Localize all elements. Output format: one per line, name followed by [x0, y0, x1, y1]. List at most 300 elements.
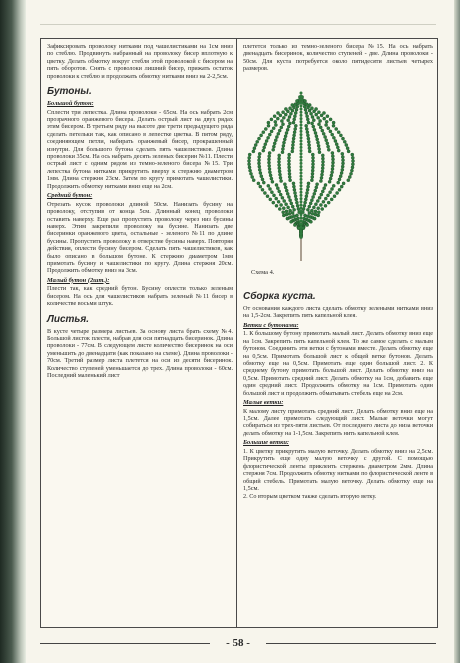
- leaf-bead: [308, 143, 311, 146]
- leaf-bead: [319, 119, 322, 122]
- leaf-bead: [323, 117, 326, 120]
- leaf-bead: [284, 113, 287, 116]
- leaf-beads: [247, 92, 354, 262]
- leaf-bead: [303, 99, 306, 102]
- leaf-axis-bead: [300, 108, 303, 111]
- footer-rule-left: [40, 643, 210, 644]
- leaf-bead: [289, 209, 292, 212]
- leaf-bead: [266, 195, 269, 198]
- leaf-bead: [328, 180, 331, 183]
- leaf-bead: [317, 211, 320, 214]
- small-bud-label: Малый бутон (2шт.):: [47, 276, 110, 284]
- leaf-bead: [268, 151, 271, 154]
- leaf-bead: [292, 121, 295, 124]
- leaf-bead: [318, 196, 321, 199]
- beaded-leaf-scheme: [241, 87, 361, 265]
- leaf-bead: [310, 112, 313, 115]
- leaf-bead: [268, 133, 271, 136]
- leaf-bead: [273, 115, 276, 118]
- leaf-axis-bead: [300, 226, 303, 229]
- leaf-bead: [287, 206, 290, 209]
- leaf-axis-bead: [300, 197, 303, 200]
- leaf-axis-bead: [300, 140, 303, 143]
- leaf-axis-bead: [300, 117, 303, 120]
- leaf-bead: [282, 207, 285, 210]
- leaf-bead: [311, 153, 314, 156]
- leaf-bead: [281, 196, 284, 199]
- big-bud-text: Сплести три лепестка. Длина проволоки - 65см. На ось набрать 2см прозрачного оранжевого бисера. Делать острый лист на двух рядах этим бисером. В третьем ряду на высоте две трети предыдущего ряда сделать петельки так, как описано в лепестке цветка. В пятом ряду, соединяющем петли, набирать оранжевый бисер, прокрашенный изнутри. Для большого бутона сделать пять чашелистиков. Длина проволоки 35см. На ось набрать десять зеленых бисерин №11. Плести острый лист с одним рядом из темно-зеленого бисера №15. Три лепестка бутона нитками прикрутить вверху к стержню диаметром 1мм. Длина стержня 23см. Затем по кругу примотать чашелистики. Продолжить обмотку нитками вниз еще на 2см.: [47, 108, 233, 190]
- leaf-bead: [272, 201, 275, 204]
- leaf-bead: [311, 166, 314, 169]
- page-footer: [40, 636, 436, 650]
- leaf-bead: [288, 115, 291, 118]
- leaf-bead: [285, 189, 288, 192]
- leaf-bead: [311, 169, 314, 172]
- leaf-bead: [282, 144, 285, 147]
- leaf-axis-bead: [300, 95, 303, 98]
- leaf-axis-bead: [300, 236, 303, 239]
- leaf-bead: [330, 174, 333, 177]
- leaf-bead: [279, 193, 282, 196]
- leaf-bead: [253, 147, 256, 150]
- leaf-bead: [338, 178, 341, 181]
- leaf-bead: [333, 195, 336, 198]
- top-rule: [40, 24, 436, 25]
- leaf-bead: [288, 122, 291, 125]
- leaf-bead: [289, 112, 292, 115]
- leaf-bead: [321, 170, 324, 173]
- leaf-bead: [258, 155, 261, 158]
- leaf-bead: [286, 128, 289, 131]
- leaf-axis-bead: [300, 188, 303, 191]
- right-column: [236, 38, 438, 628]
- leaf-bead: [311, 163, 314, 166]
- leaf-bead: [311, 159, 314, 162]
- leaf-bead: [267, 121, 270, 124]
- leaf-axis-bead: [300, 162, 303, 165]
- leaf-bead: [347, 179, 350, 182]
- leaf-bead: [317, 116, 320, 119]
- leaf-bead: [281, 151, 284, 154]
- leaf-bead: [340, 185, 343, 188]
- leaf-bead: [315, 113, 318, 116]
- leaf-bead: [288, 172, 291, 175]
- leaf-bead: [341, 168, 344, 171]
- leaf-axis-bead: [300, 101, 303, 104]
- leaf-bead: [258, 165, 261, 168]
- leaf-bead: [351, 156, 354, 159]
- leaf-bead: [283, 138, 286, 141]
- leaf-axis-bead: [300, 111, 303, 114]
- leaf-bead: [311, 122, 314, 125]
- leaf-axis-bead: [300, 191, 303, 194]
- leaf-bead: [285, 131, 288, 134]
- leaf-bead: [318, 151, 321, 154]
- leaf-bead: [270, 177, 273, 180]
- leaf-bead: [309, 220, 312, 223]
- leaf-bead: [291, 147, 294, 150]
- leaf-bead: [339, 175, 342, 178]
- leaves-continued-text: плетется только из темно-зеленого бисера №15. На ось набрать двенадцать бисеринок, количество ступеней - две. Длина проволоки - 50см. Для куста потребуется около пятидесяти листьев четырех размеров.: [243, 43, 433, 73]
- leaf-bead: [321, 157, 324, 160]
- leaf-bead: [321, 207, 324, 210]
- leaf-bead: [305, 191, 308, 194]
- leaf-bead: [295, 99, 298, 102]
- leaf-bead: [286, 192, 289, 195]
- footer-rule-right: [266, 643, 436, 644]
- leaf-bead: [321, 160, 324, 163]
- leaf-bead: [277, 132, 280, 135]
- leaf-bead: [263, 191, 266, 194]
- leaf-bead: [278, 190, 281, 193]
- leaf-bead: [308, 147, 311, 150]
- leaf-bead: [294, 124, 297, 127]
- leaf-bead: [305, 127, 308, 130]
- leaf-bead: [252, 179, 255, 182]
- leaf-bead: [324, 183, 327, 186]
- leaf-bead: [351, 153, 354, 156]
- leaf-bead: [348, 175, 351, 178]
- leaf-bead: [284, 107, 287, 110]
- leaf-bead: [268, 155, 271, 158]
- leaf-bead: [288, 166, 291, 169]
- leaf-bead: [249, 169, 252, 172]
- leaf-bead: [341, 162, 344, 165]
- leaf-axis-bead: [300, 175, 303, 178]
- leaf-bead: [341, 159, 344, 162]
- leaf-bead: [284, 135, 287, 138]
- leaf-bead: [327, 145, 330, 148]
- small-branches-text: К малому листу примотать средний лист. Делать обмотку вниз еще на 1,5см. Далее примотать следующий лист. Малые веточки могут собираться из трех-пяти листьев. От последнего листа до низа веточки делать обмотку на 1-1,5см. Закрепить нить капельной клея.: [243, 407, 433, 437]
- leaf-bead: [280, 203, 283, 206]
- leaf-bead: [326, 194, 329, 197]
- leaf-bead: [267, 124, 270, 127]
- leaf-bead: [281, 147, 284, 150]
- leaf-bead: [278, 207, 281, 210]
- leaf-bead: [310, 179, 313, 182]
- leaf-axis-bead: [300, 98, 303, 101]
- leaf-bead: [326, 142, 329, 145]
- leaf-bead: [260, 175, 263, 178]
- leaf-bead: [283, 183, 286, 186]
- leaf-bead: [345, 143, 348, 146]
- leaf-axis-bead: [300, 232, 303, 235]
- leaf-bead: [314, 203, 317, 206]
- leaf-bead: [302, 207, 305, 210]
- leaf-bead: [351, 166, 354, 169]
- page-number: - 58 -: [226, 637, 250, 649]
- leaf-bead: [267, 184, 270, 187]
- assembly-intro: От основания каждого листа сделать обмотку зелеными нитками вниз на 1,5-2см. Закрепить пять капельной клея.: [243, 305, 433, 320]
- leaf-bead: [258, 152, 261, 155]
- leaf-bead: [278, 157, 281, 160]
- leaf-bead: [308, 211, 311, 214]
- leaf-bead: [262, 131, 265, 134]
- leaf-bead: [289, 199, 292, 202]
- leaf-bead: [331, 167, 334, 170]
- leaf-axis-bead: [300, 194, 303, 197]
- leaf-bead: [325, 139, 328, 142]
- leaf-bead: [337, 131, 340, 134]
- leaf-bead: [248, 163, 251, 166]
- leaf-bead: [288, 175, 291, 178]
- leaf-bead: [286, 217, 289, 220]
- leaf-bead: [248, 166, 251, 169]
- leaf-bead: [351, 163, 354, 166]
- leaf-bead: [310, 107, 313, 110]
- leaf-axis-bead: [300, 146, 303, 149]
- leaf-axis-bead: [300, 200, 303, 203]
- leaf-bead: [282, 214, 285, 217]
- leaf-bead: [294, 127, 297, 130]
- leaf-axis-bead: [300, 156, 303, 159]
- leaf-bead: [312, 119, 315, 122]
- leaf-bead: [327, 127, 330, 130]
- leaf-bead: [292, 137, 295, 140]
- leaf-bead: [315, 186, 318, 189]
- leaf-bead: [276, 117, 279, 120]
- leaf-axis-bead: [300, 120, 303, 123]
- leaf-bead: [257, 182, 260, 185]
- leaf-bead: [287, 163, 290, 166]
- leaf-bead: [258, 168, 261, 171]
- leaf-bead: [268, 167, 271, 170]
- leaf-bead: [331, 133, 334, 136]
- leaf-bead: [252, 150, 255, 153]
- leaf-bead: [271, 180, 274, 183]
- leaf-bead: [291, 205, 294, 208]
- book-binding: [0, 0, 26, 663]
- leaf-bead: [346, 147, 349, 150]
- page-edge: [454, 0, 460, 663]
- leaf-bead: [317, 207, 320, 210]
- leaf-bead: [305, 124, 308, 127]
- leaf-bead: [320, 176, 323, 179]
- leaf-bead: [295, 108, 298, 111]
- leaf-axis-bead: [300, 220, 303, 223]
- leaf-bead: [291, 211, 294, 214]
- leaf-bead: [303, 214, 306, 217]
- leaf-bead: [307, 140, 310, 143]
- leaf-axis-bead: [300, 159, 303, 162]
- leaf-bead: [336, 146, 339, 149]
- leaf-bead: [285, 210, 288, 213]
- leaf-axis-bead: [300, 133, 303, 136]
- leaf-bead: [317, 111, 320, 114]
- leaf-bead: [279, 176, 282, 179]
- leaf-bead: [320, 173, 323, 176]
- leaf-bead: [264, 127, 267, 130]
- leaf-bead: [320, 193, 323, 196]
- leaf-bead: [305, 111, 308, 114]
- leaf-bead: [287, 119, 290, 122]
- leaf-bead: [337, 181, 340, 184]
- leaf-bead: [332, 124, 335, 127]
- leaf-bead: [320, 114, 323, 117]
- leaf-bead: [306, 131, 309, 134]
- leaf-bead: [316, 199, 319, 202]
- leaf-bead: [293, 191, 296, 194]
- leaf-bead: [260, 134, 263, 137]
- leaf-axis-bead: [300, 114, 303, 117]
- leaf-bead: [314, 131, 317, 134]
- leaf-bead: [275, 197, 278, 200]
- leaf-bead: [267, 161, 270, 164]
- leaf-bead: [275, 204, 278, 207]
- leaf-bead: [337, 149, 340, 152]
- leaf-bead: [293, 223, 296, 226]
- leaf-bead: [257, 162, 260, 165]
- leaf-bead: [294, 195, 297, 198]
- leaf-bead: [321, 163, 324, 166]
- leaf-bead: [268, 187, 271, 190]
- leaf-bead: [278, 163, 281, 166]
- big-branches-text-2: 2. Со вторым цветком также сделать вторую ветку.: [243, 493, 377, 501]
- leaf-bead: [278, 170, 281, 173]
- leaf-bead: [305, 103, 308, 106]
- leaf-axis-bead: [300, 181, 303, 184]
- leaf-bead: [307, 137, 310, 140]
- leaf-bead: [278, 173, 281, 176]
- leaf-bead: [315, 135, 318, 138]
- branches-with-buds-text: 1. К большому бутону примотать малый лист. Делать обмотку вниз еще на 1см. Закрепить пять капельной клея. То же самое сделать с малым бутоном. Соединить эти ветки с бутонами вместе. Делать обмотку еще на 0,5см. Примотать большой лист к общей ветке бутонов. Делать обмотку еще на 0,5см. Примотать еще один большой лист. 2. К среднему бутону примотать большой лист. Делать обмотку вниз на 0,5см. Примотать средний лист. Делать обмотку на 1см, добавить еще один средний лист. Продолжить обмотку на 1см. Примотать один большой лист и продолжить обматывать стебель еще на 2см.: [243, 330, 433, 397]
- leaf-bead: [313, 217, 316, 220]
- leaf-bead: [287, 195, 290, 198]
- leaf-bead: [309, 202, 312, 205]
- leaf-bead: [273, 142, 276, 145]
- leaf-bead: [327, 201, 330, 204]
- leaf-bead: [322, 200, 325, 203]
- leaf-bead: [335, 127, 338, 130]
- leaf-axis-bead: [300, 223, 303, 226]
- leaf-bead: [294, 111, 297, 114]
- leaf-bead: [316, 183, 319, 186]
- leaf-bead: [338, 188, 341, 191]
- leaf-bead: [329, 130, 332, 133]
- leaf-bead: [272, 148, 275, 151]
- leaf-bead: [304, 201, 307, 204]
- leaf-axis-bead: [300, 213, 303, 216]
- leaf-bead: [311, 115, 314, 118]
- leaf-bead: [307, 185, 310, 188]
- leaf-bead: [341, 155, 344, 158]
- leaf-bead: [331, 151, 334, 154]
- small-bud-text: Плести так, как средний бутон. Бусину оплести только зеленым бисером. На ось для чашелистиков набрать зеленый №11 бисер в количестве восьми штук.: [47, 285, 233, 308]
- leaf-bead: [311, 172, 314, 175]
- leaf-bead: [262, 181, 265, 184]
- leaf-bead: [317, 123, 320, 126]
- leaf-bead: [350, 169, 353, 172]
- section-heading-assembly: Сборка куста.: [243, 291, 316, 302]
- leaf-bead: [330, 187, 333, 190]
- leaf-bead: [263, 146, 266, 149]
- leaf-bead: [259, 171, 262, 174]
- leaf-bead: [293, 134, 296, 137]
- leaf-axis-bead: [300, 104, 303, 107]
- leaf-bead: [307, 121, 310, 124]
- leaf-bead: [288, 169, 291, 172]
- leaf-bead: [326, 115, 329, 118]
- leaf-bead: [342, 182, 345, 185]
- leaf-axis-bead: [300, 207, 303, 210]
- leaf-bead: [341, 165, 344, 168]
- leaf-bead: [331, 155, 334, 158]
- leaf-bead: [306, 115, 309, 118]
- leaves-text: В кусте четыре размера листьев. За основу листа брать схему №4. Большой лисгок плести, набрав для оси пятнадцать бисеринок. Длина проволоки - 77см. В следующем листе количество бисеринок на оси уменьшить до двенадцати (как показано на схеме). Длина проволоки - 70см. Третий размер листа плетется на оси из десяти бисеринок. Количество ступеней уменьшается до трех. Длина проволоки - 60см. Последний маленький лист: [47, 327, 233, 379]
- leaf-axis-bead: [300, 92, 303, 95]
- leaf-bead: [303, 204, 306, 207]
- leaf-axis-bead: [300, 152, 303, 155]
- leaf-bead: [321, 167, 324, 170]
- leaf-bead: [306, 223, 309, 226]
- leaf-bead: [269, 174, 272, 177]
- leaf-bead: [297, 207, 300, 210]
- leaf-bead: [317, 214, 320, 217]
- leaf-bead: [335, 143, 338, 146]
- leaf-axis-bead: [300, 210, 303, 213]
- leaf-bead: [293, 188, 296, 191]
- leaf-bead: [315, 107, 318, 110]
- leaf-bead: [282, 211, 285, 214]
- leaf-bead: [292, 182, 295, 185]
- leaf-bead: [278, 167, 281, 170]
- leaf-bead: [306, 118, 309, 121]
- leaf-bead: [291, 143, 294, 146]
- leaf-bead: [270, 118, 273, 121]
- leaf-bead: [332, 136, 335, 139]
- leaf-bead: [268, 164, 271, 167]
- leaf-bead: [325, 123, 328, 126]
- leaf-bead: [276, 111, 279, 114]
- leaf-bead: [278, 154, 281, 157]
- leaf-bead: [340, 171, 343, 174]
- leaf-bead: [331, 161, 334, 164]
- scheme-caption: Схема 4.: [251, 269, 275, 276]
- leaf-bead: [280, 179, 283, 182]
- leaf-bead: [318, 147, 321, 150]
- leaf-bead: [293, 118, 296, 121]
- leaf-bead: [289, 179, 292, 182]
- leaf-bead: [329, 191, 332, 194]
- leaf-axis-bead: [300, 136, 303, 139]
- leaf-bead: [306, 188, 309, 191]
- leaf-bead: [267, 136, 270, 139]
- leaf-bead: [319, 203, 322, 206]
- leaf-bead: [313, 128, 316, 131]
- leaf-bead: [282, 141, 285, 144]
- leaf-bead: [251, 175, 254, 178]
- leaf-bead: [287, 159, 290, 162]
- leaf-axis-bead: [300, 204, 303, 207]
- leaf-axis-bead: [300, 124, 303, 127]
- leaf-bead: [334, 139, 337, 142]
- big-branches-label: Большие ветки:: [243, 439, 290, 447]
- leaf-bead: [295, 201, 298, 204]
- leaf-bead: [257, 159, 260, 162]
- leaf-bead: [272, 145, 275, 148]
- leaf-bead: [275, 183, 278, 186]
- section-heading-buds: Бутоны.: [47, 86, 92, 98]
- leaf-bead: [257, 137, 260, 140]
- leaf-bead: [314, 210, 317, 213]
- leaf-bead: [293, 115, 296, 118]
- leaf-bead: [307, 182, 310, 185]
- leaf-bead: [351, 159, 354, 162]
- leaf-axis-bead: [300, 168, 303, 171]
- leaf-bead: [321, 129, 324, 132]
- leaf-bead: [330, 198, 333, 201]
- leaf-bead: [279, 114, 282, 117]
